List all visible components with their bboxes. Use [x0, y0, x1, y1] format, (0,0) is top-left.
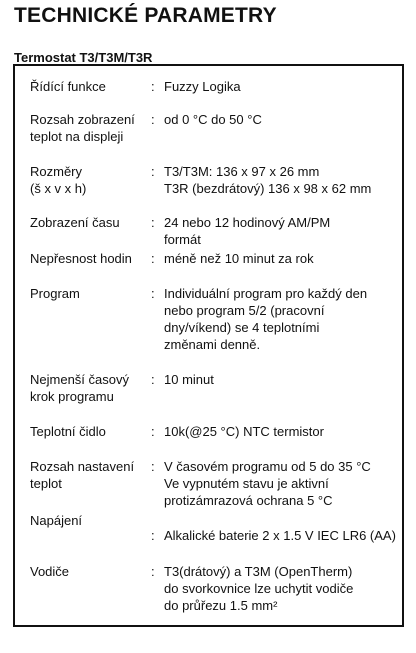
spec-value: od 0 °C do 50 °C	[164, 112, 262, 127]
spec-label: Napájení	[30, 513, 83, 528]
section-title: Termostat T3/T3M/T3R	[14, 50, 153, 65]
spec-value: méně než 10 minut za rok	[164, 251, 314, 266]
spec-colon: :	[151, 215, 155, 230]
spec-value: T3(drátový) a T3M (OpenTherm) do svorkovnice lze uchytit vodiče do průřezu 1.5 mm²	[164, 564, 354, 613]
spec-colon: :	[151, 372, 155, 387]
spec-value: Individuální program pro každý den nebo program 5/2 (pracovní dny/víkend) se 4 teplotními změnami denně.	[164, 286, 368, 352]
spec-table	[13, 64, 404, 627]
spec-label: Nepřesnost hodin	[30, 251, 132, 266]
spec-colon: :	[151, 528, 155, 543]
spec-label: Řídící funkce	[30, 79, 106, 94]
spec-value: 24 nebo 12 hodinový AM/PM formát	[164, 215, 331, 247]
spec-label: Rozsah zobrazení teplot na displeji	[30, 112, 135, 144]
spec-label: Rozsah nastavení teplot	[30, 459, 135, 491]
spec-value: Alkalické baterie 2 x 1.5 V IEC LR6 (AA)	[164, 528, 396, 543]
spec-colon: :	[151, 564, 155, 579]
spec-colon: :	[151, 424, 155, 439]
spec-value: V časovém programu od 5 do 35 °C Ve vypnutém stavu je aktivní protizámrazová ochrana 5 °C	[164, 459, 371, 508]
spec-value: 10k(@25 °C) NTC termistor	[164, 424, 324, 439]
spec-value: T3/T3M: 136 x 97 x 26 mm T3R (bezdrátový) 136 x 98 x 62 mm	[164, 164, 372, 196]
spec-colon: :	[151, 164, 155, 179]
spec-value: Fuzzy Logika	[164, 79, 241, 94]
spec-label: Vodiče	[30, 564, 70, 579]
spec-value: 10 minut	[164, 372, 214, 387]
spec-label: Zobrazení času	[30, 215, 120, 230]
spec-colon: :	[151, 459, 155, 474]
page-title: TECHNICKÉ PARAMETRY	[14, 4, 277, 27]
spec-colon: :	[151, 251, 155, 266]
spec-label: Program	[30, 286, 80, 301]
spec-colon: :	[151, 286, 155, 301]
spec-colon: :	[151, 112, 155, 127]
spec-colon: :	[151, 79, 155, 94]
spec-label: Rozměry (š x v x h)	[30, 164, 87, 196]
spec-label: Teplotní čidlo	[30, 424, 106, 439]
spec-label: Nejmenší časový krok programu	[30, 372, 129, 404]
